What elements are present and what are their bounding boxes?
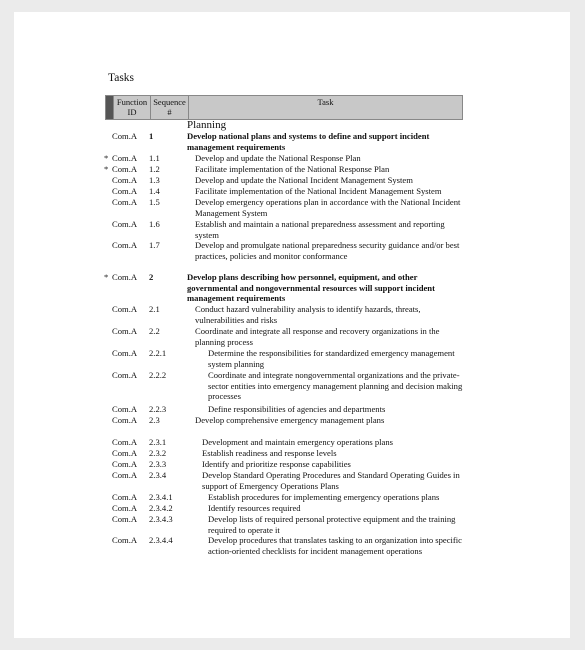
function-id-cell: Com.A: [112, 437, 138, 447]
sequence-cell: 2.3.4.2: [149, 503, 173, 513]
sequence-cell: 2.3.1: [149, 437, 167, 447]
header-function-id: Function ID: [113, 96, 150, 119]
task-cell: Develop plans describing how personnel, equipment, and other governmental and nongovernmental resources will support incident management requirements: [187, 272, 435, 304]
sequence-cell: 2.3.3: [149, 459, 167, 469]
sequence-cell: 2: [149, 272, 154, 282]
sequence-cell: 2.3.4.3: [149, 514, 173, 524]
header-marker-cell: [106, 96, 113, 119]
sequence-cell: 2.3.4: [149, 470, 167, 480]
task-cell: Facilitate implementation of the National Response Plan: [195, 164, 390, 174]
sequence-cell: 1.7: [149, 240, 160, 250]
function-id-cell: Com.A: [112, 459, 138, 469]
sequence-cell: 2.3: [149, 415, 160, 425]
function-id-cell: Com.A: [112, 164, 138, 174]
task-cell: Conduct hazard vulnerability analysis to identify hazards, threats, vulnerabilities and risks: [195, 304, 421, 325]
document-page: [14, 12, 570, 638]
sequence-cell: 1.6: [149, 219, 160, 229]
function-id-cell: Com.A: [112, 470, 138, 480]
sequence-cell: 1.4: [149, 186, 160, 196]
star-marker: *: [104, 153, 109, 163]
function-id-cell: Com.A: [112, 535, 138, 545]
task-cell: Determine the responsibilities for standardized emergency management system planning: [208, 348, 455, 369]
task-cell: Identify resources required: [208, 503, 301, 513]
task-cell: Coordinate and integrate nongovernmental organizations and the private-sector entities into emergency management planning and decision making processes: [208, 370, 463, 402]
task-cell: Facilitate implementation of the National Incident Management System: [195, 186, 442, 196]
task-cell: Define responsibilities of agencies and departments: [208, 404, 386, 414]
function-id-cell: Com.A: [112, 197, 138, 207]
function-id-cell: Com.A: [112, 175, 138, 185]
function-id-cell: Com.A: [112, 514, 138, 524]
task-cell: Coordinate and integrate all response and recovery organizations in the planning process: [195, 326, 440, 347]
header-sequence: Sequence #: [150, 96, 188, 119]
function-id-cell: Com.A: [112, 240, 138, 250]
function-id-cell: Com.A: [112, 503, 138, 513]
sequence-cell: 1: [149, 131, 154, 141]
function-id-cell: Com.A: [112, 326, 138, 336]
sequence-cell: 2.3.4.4: [149, 535, 173, 545]
task-cell: Develop procedures that translates tasking to an organization into specific action-oriented checklists for incident management operations: [208, 535, 462, 556]
section-title: Planning: [187, 119, 227, 131]
sequence-cell: 2.3.2: [149, 448, 167, 458]
sequence-cell: 1.5: [149, 197, 160, 207]
function-id-cell: Com.A: [112, 492, 138, 502]
task-cell: Establish and maintain a national preparedness assessment and reporting system: [195, 219, 445, 240]
task-cell: Establish procedures for implementing emergency operations plans: [208, 492, 440, 502]
function-id-cell: Com.A: [112, 448, 138, 458]
table-header: [105, 95, 463, 120]
sequence-cell: 2.2.1: [149, 348, 167, 358]
function-id-cell: Com.A: [112, 415, 138, 425]
function-id-cell: Com.A: [112, 348, 138, 358]
task-cell: Develop lists of required personal protective equipment and the training required to operate it: [208, 514, 456, 535]
task-cell: Develop national plans and systems to define and support incident management requirements: [187, 131, 430, 152]
task-cell: Develop and update the National Incident Management System: [195, 175, 413, 185]
sequence-cell: 2.3.4.1: [149, 492, 173, 502]
task-cell: Develop and promulgate national preparedness security guidance and/or best practices, policies and monitor conformance: [195, 240, 460, 261]
sequence-cell: 2.2.3: [149, 404, 167, 414]
sequence-cell: 2.1: [149, 304, 160, 314]
page-heading: Tasks: [108, 72, 135, 84]
function-id-cell: Com.A: [112, 404, 138, 414]
task-cell: Develop emergency operations plan in accordance with the National Incident Management System: [195, 197, 461, 218]
sequence-cell: 1.1: [149, 153, 160, 163]
sequence-cell: 2.2.2: [149, 370, 167, 380]
function-id-cell: Com.A: [112, 304, 138, 314]
star-marker: *: [104, 272, 109, 282]
header-task: Task: [188, 96, 462, 119]
sequence-cell: 1.3: [149, 175, 160, 185]
function-id-cell: Com.A: [112, 370, 138, 380]
task-cell: Establish readiness and response levels: [202, 448, 337, 458]
task-cell: Develop and update the National Response Plan: [195, 153, 361, 163]
task-cell: Develop Standard Operating Procedures and Standard Operating Guides in support of Emergency Operations Plans: [202, 470, 460, 491]
sequence-cell: 2.2: [149, 326, 160, 336]
function-id-cell: Com.A: [112, 153, 138, 163]
task-cell: Develop comprehensive emergency management plans: [195, 415, 385, 425]
task-cell: Identify and prioritize response capabilities: [202, 459, 351, 469]
task-cell: Development and maintain emergency operations plans: [202, 437, 393, 447]
function-id-cell: Com.A: [112, 131, 138, 141]
star-marker: *: [104, 164, 109, 174]
sequence-cell: 1.2: [149, 164, 160, 174]
function-id-cell: Com.A: [112, 272, 138, 282]
function-id-cell: Com.A: [112, 186, 138, 196]
function-id-cell: Com.A: [112, 219, 138, 229]
